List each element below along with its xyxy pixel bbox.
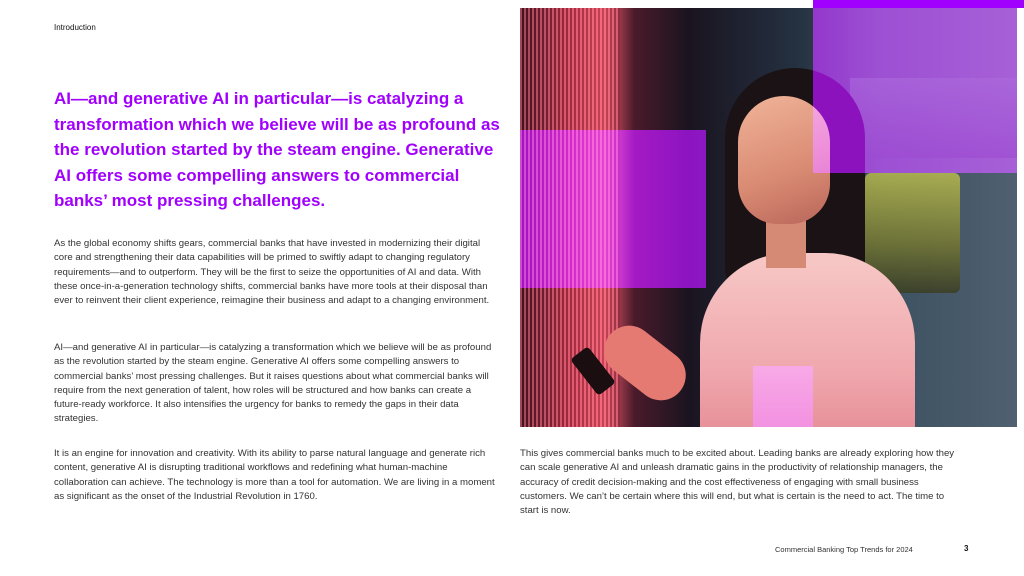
section-label: Introduction	[54, 23, 96, 32]
purple-overlay-left	[520, 130, 706, 288]
body-paragraph-4: This gives commercial banks much to be excited about. Leading banks are already exploring how they can scale generative AI and unleash dramatic gains in the productivity of relationship managers, the accuracy of credit decision-making and the cost effectiveness of engaging with small business customers. We can’t be certain where this will end, but what is certain is the need to act. The time to start is now.	[520, 448, 955, 517]
body-paragraph-3: It is an engine for innovation and creativity. With its ability to parse natural language and generate rich content, generative AI is disrupting traditional workflows and redefining what human-machine collaboration can achieve. The technology is more than a tool for automation. We are living in a moment as significant as the onset of the Industrial Revolution in 1760.	[54, 448, 495, 502]
top-accent-bar	[813, 0, 1024, 8]
purple-overlay-bottom	[753, 366, 813, 427]
body-paragraph-1: As the global economy shifts gears, commercial banks that have invested in modernizing their digital core and strengthening their data capabilities will be primed to swiftly adapt to changing regulatory requirements—and to outperform. They will be the first to seize the opportunities of AI and data. With these once-in-a-generation technology shifts, commercial banks have more tools at their disposal than ever to reinvent their client experience, reimagine their business and adapt to a changing environment.	[54, 238, 490, 307]
hero-photo	[520, 8, 1017, 427]
page-number: 3	[964, 544, 969, 553]
headline: AI—and generative AI in particular—is catalyzing a transformation which we believe will be as profound as the revolution started by the steam engine. Generative AI offers some compelling answers to commercial banks’ most pressing challenges.	[54, 89, 500, 210]
purple-overlay-top-right	[813, 8, 1017, 173]
footer-title: Commercial Banking Top Trends for 2024	[775, 545, 913, 554]
body-paragraph-2: AI—and generative AI in particular—is catalyzing a transformation which we believe will be as profound as the revolution started by the steam engine. Generative AI offers some compelling answers to commercial banks’ most pressing challenges. But it raises questions about what commercial banks will require from the next generation of talent, how roles will be structured and how banks can create a future-ready workforce. It also intensifies the urgency for banks to remedy the gaps in their data strategies.	[54, 342, 492, 425]
